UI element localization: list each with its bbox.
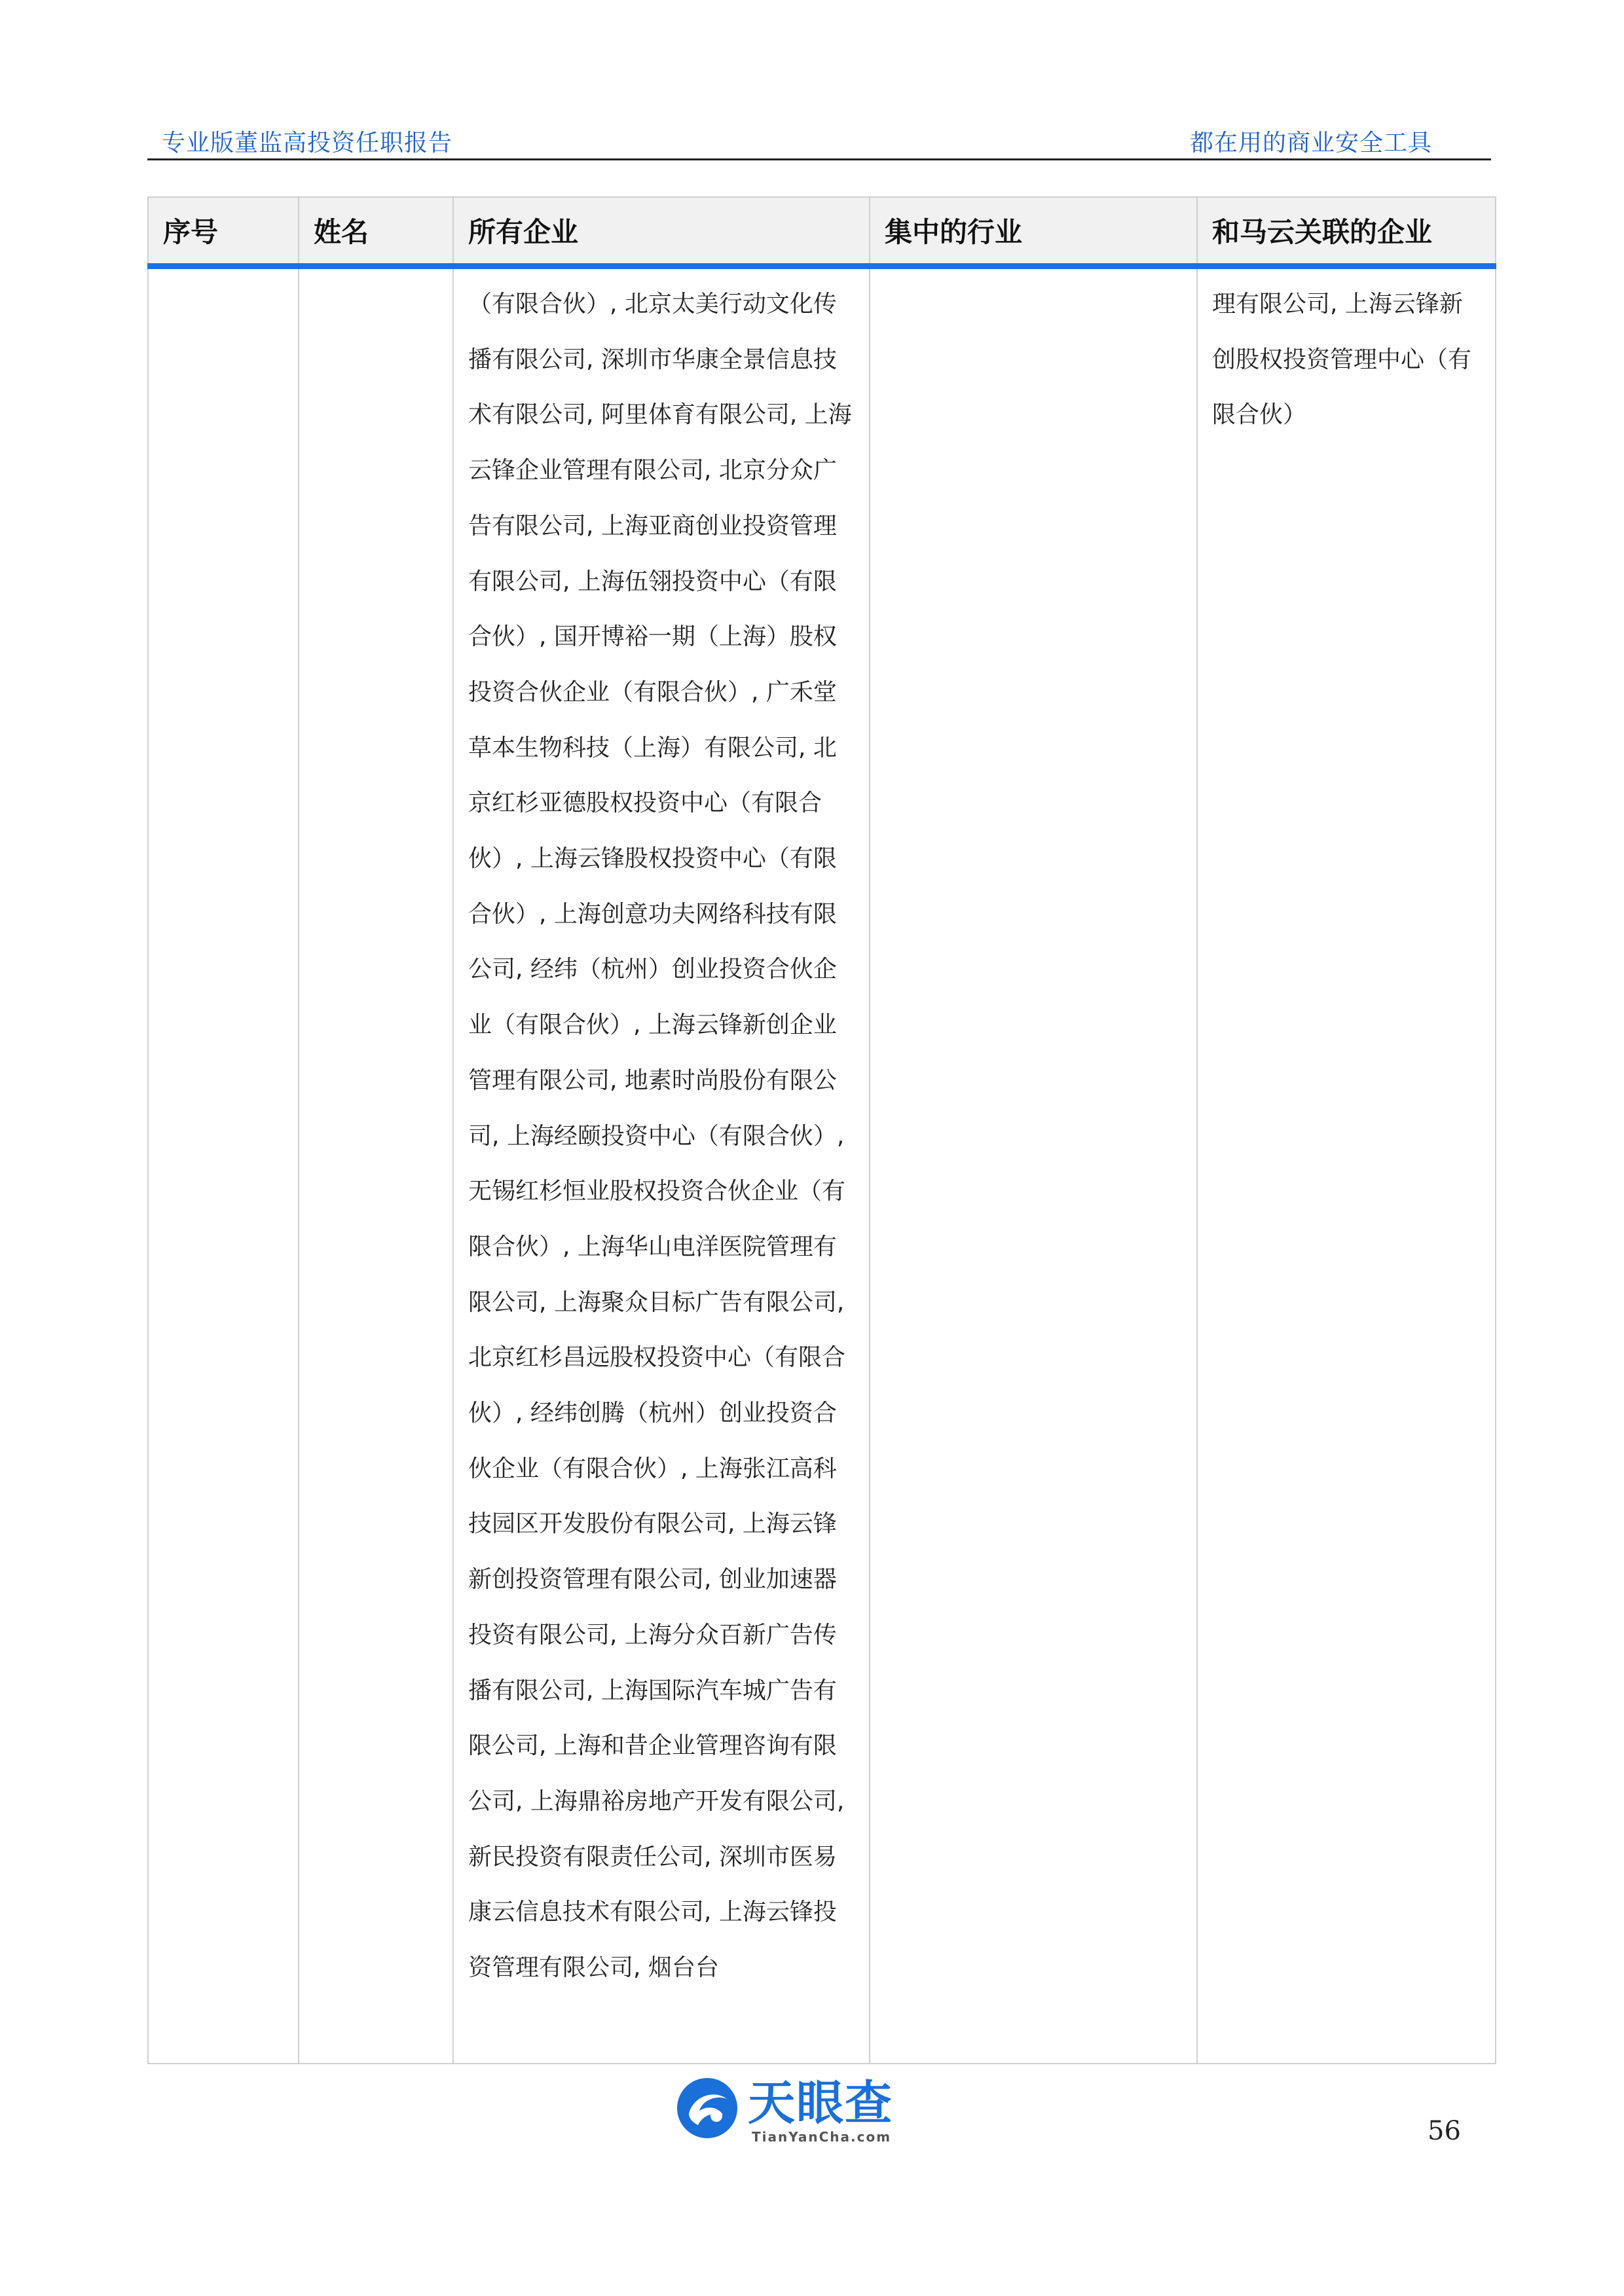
column-header-industry: 集中的行业 bbox=[870, 197, 1197, 266]
column-header-related-companies: 和马云关联的企业 bbox=[1197, 197, 1496, 266]
logo-wordmark: 天眼查 bbox=[748, 2075, 894, 2130]
cell-industry bbox=[870, 266, 1197, 2064]
column-header-all-companies: 所有企业 bbox=[453, 197, 870, 266]
header-slogan: 都在用的商业安全工具 bbox=[1189, 130, 1432, 156]
all-companies-text: （有限合伙）, 北京太美行动文化传播有限公司, 深圳市华康全景信息技术有限公司, 阿里体育有限公司, 上海云锋企业管理有限公司, 北京分众广告有限公司, 上海亚商创业投资管理有限公司, 上海伍翎投资中心（有限合伙）, 国开博裕一期（上海）股权投资合伙企业（有限合伙）, 广禾堂草本生物科技（上海）有限公司, 北京红杉亚德股权投资中心（有限合伙）, 上海云锋股权投资中心（有限合伙）, 上海创意功夫网络科技有限公司, 经纬（杭州）创业投资合伙企业（有限合伙）, 上海云锋新创企业管理有限公司, 地素时尚股份有限公司, 上海经颐投资中心（有限合伙）, 无锡红杉恒业股权投资合伙企业（有限合伙）, 上海华山电洋医院管理有限公司, 上海聚众目标广告有限公司, 北京红杉昌远股权投资中心（有限合伙）, 经纬创腾（杭州）创业投资合伙企业（有限合伙）, 上海张江高科技园区开发股份有限公司, 上海云锋新创投资管理有限公司, 创业加速器投资有限公司, 上海分众百新广告传播有限公司, 上海国际汽车城广告有限公司, 上海和昔企业管理咨询有限公司, 上海鼎裕房地产开发有限公司, 新民投资有限责任公司, 深圳市医易康云信息技术有限公司, 上海云锋投资管理有限公司, 烟台台 bbox=[468, 291, 852, 1982]
related-companies-text: 理有限公司, 上海云锋新创股权投资管理中心（有限合伙） bbox=[1212, 291, 1472, 429]
cell-all-companies bbox=[453, 266, 870, 2064]
column-header-name: 姓名 bbox=[299, 197, 453, 266]
table-row bbox=[148, 266, 1496, 2064]
page-number: 56 bbox=[1428, 2116, 1461, 2146]
cell-related-companies bbox=[1197, 266, 1496, 2064]
logo-url: TianYanCha.com bbox=[752, 2129, 892, 2145]
column-header-index: 序号 bbox=[148, 197, 299, 266]
cell-index bbox=[148, 266, 299, 2064]
report-title: 专业版董监高投资任职报告 bbox=[162, 130, 453, 156]
tianyancha-logo-icon bbox=[674, 2075, 740, 2141]
tianyancha-logo bbox=[674, 2075, 910, 2147]
investment-table bbox=[147, 196, 1496, 2064]
cell-name bbox=[299, 266, 453, 2064]
table-header-row bbox=[148, 197, 1496, 266]
header-divider bbox=[147, 158, 1491, 160]
